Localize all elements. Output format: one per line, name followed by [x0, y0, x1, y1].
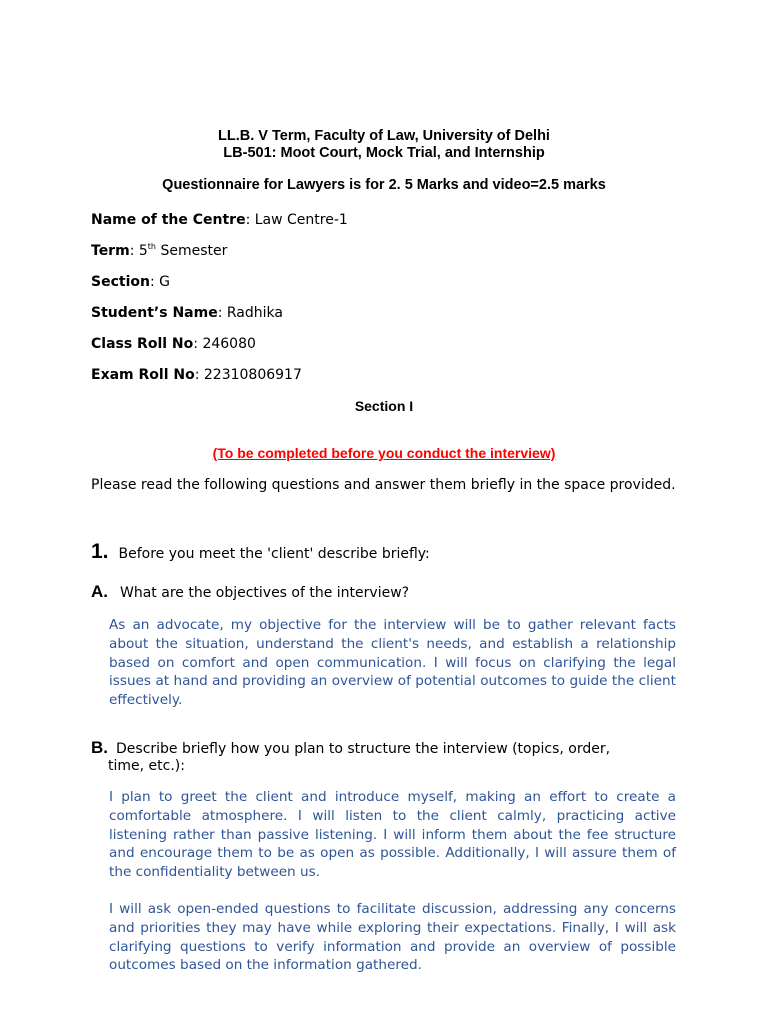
field-class-roll: Class Roll No: 246080 — [91, 336, 256, 352]
question-1-number: 1. — [91, 540, 109, 563]
question-1 — [91, 540, 430, 563]
field-centre-value: Law Centre-1 — [254, 212, 348, 228]
field-student-label: Student’s Name — [91, 305, 218, 321]
field-exam-roll-label: Exam Roll No — [91, 367, 195, 383]
question-b-text-line-1: Describe briefly how you plan to structure the interview (topics, order, — [116, 741, 611, 757]
field-class-roll-value: 246080 — [202, 336, 256, 352]
field-term-value-num: 5 — [138, 243, 148, 259]
header-line-3: Questionnaire for Lawyers is for 2. 5 Marks and video=2.5 marks — [162, 177, 606, 193]
field-class-roll-label: Class Roll No — [91, 336, 194, 352]
field-term: Term: 5th Semester — [91, 242, 228, 259]
field-student-value: Radhika — [226, 305, 283, 321]
question-1-text: Before you meet the 'client' describe briefly: — [118, 546, 430, 562]
field-centre: Name of the Centre: Law Centre-1 — [91, 212, 348, 228]
field-term-label: Term — [91, 243, 130, 259]
header-line-2: LB-501: Moot Court, Mock Trial, and Internship — [223, 145, 545, 161]
field-section-value: G — [159, 274, 170, 290]
instruction-note: (To be completed before you conduct the interview) — [212, 445, 556, 461]
field-exam-roll-value: 22310806917 — [203, 367, 302, 383]
field-exam-roll: Exam Roll No: 22310806917 — [91, 367, 302, 383]
answer-b-paragraph-2: I will ask open-ended questions to facilitate discussion, addressing any concerns and priorities they may have while exploring their expectations. Finally, I will ask clarifying questions to verify information and provide an overview of possible outcomes based on the information gathered. — [109, 901, 676, 974]
field-student: Student’s Name: Radhika — [91, 305, 283, 321]
question-a — [91, 583, 409, 602]
field-section-label: Section — [91, 274, 150, 290]
answer-b-paragraph-1: I plan to greet the client and introduce myself, making an effort to create a comfortable atmosphere. I will listen to the client calmly, practicing active listening rather than passive listening. I will inform them about the fee structure and encourage them to be as open as possible. Additionally, I will assure them of the confidentiality between us. — [109, 789, 676, 881]
question-a-letter: A. — [91, 582, 108, 601]
question-b — [91, 739, 691, 775]
question-b-text-line-2: time, etc.): — [108, 758, 185, 774]
field-term-value-rest: Semester — [156, 243, 228, 259]
intro-text: Please read the following questions and answer them briefly in the space provided. — [91, 477, 676, 493]
section-title: Section I — [354, 398, 414, 414]
question-a-text: What are the objectives of the interview? — [120, 585, 410, 601]
field-section: Section: G — [91, 274, 170, 290]
answer-a: As an advocate, my objective for the interview will be to gather relevant facts about the situation, understand the client's needs, and establish a relationship based on comfort and open communication. I will focus on clarifying the legal issues at hand and providing an overview of potential outcomes to guide the client effectively. — [109, 617, 676, 709]
field-centre-label: Name of the Centre — [91, 212, 246, 228]
field-term-value-sup: th — [147, 242, 156, 251]
header-line-1: LL.B. V Term, Faculty of Law, University of Delhi — [218, 128, 550, 144]
question-b-letter: B. — [91, 738, 108, 757]
